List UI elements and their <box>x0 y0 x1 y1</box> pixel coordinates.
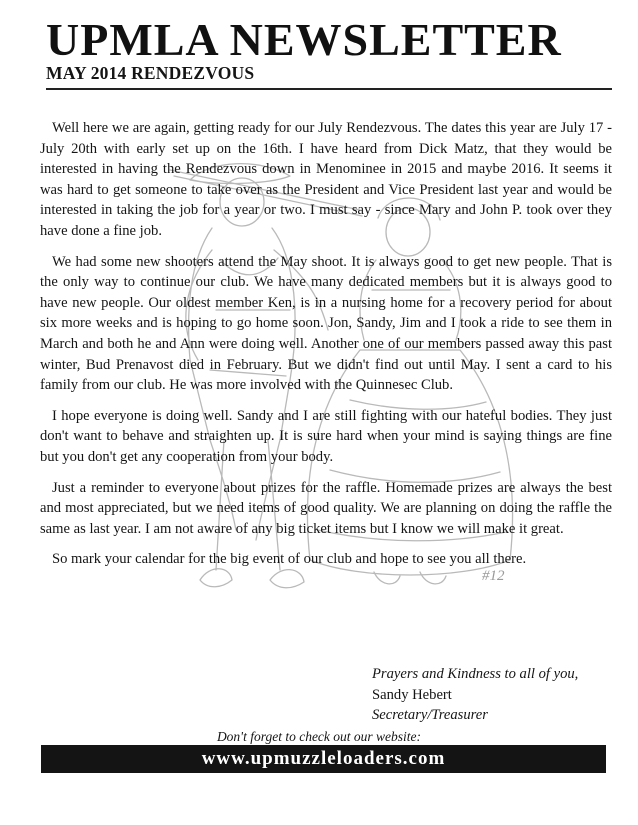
header-rule <box>46 88 612 90</box>
author-role: Secretary/Treasurer <box>372 707 488 723</box>
paragraph: Well here we are again, getting ready for our July Rendezvous. The dates this year are July 17 - July 20th with early set up on the 16th. I have heard from Dick Matz, that they would be interested in having the Rendezvous down in Menominee in 2015 and maybe 2016. It seems it was hard to get someone to take over as the President and Vice President last year and would be interested in taking the job for a year or two. I must say - since Mary and John P. took over they have done a fine job. <box>40 120 612 239</box>
author-name: Sandy Hebert <box>372 686 452 703</box>
artist-signature: #12 <box>482 568 505 584</box>
website-banner <box>41 745 606 773</box>
website-reminder-text: Don't forget to check out our website: <box>216 729 422 744</box>
website-link[interactable]: www.upmuzzleloaders.com <box>201 748 446 769</box>
letter-closing <box>372 664 578 726</box>
paragraph: So mark your calendar for the big event of our club and hope to see you all there. <box>52 551 527 568</box>
newsletter-title: UPMLA NEWSLETTER <box>46 14 562 65</box>
paragraph: Just a reminder to everyone about prizes for the raffle. Homemade prizes are always the best and most appreciated, but we need items of good quality. We are planning on doing the raffle the same as last year. I am not aware of any big ticket items but I know we will make it great. <box>40 479 612 537</box>
paragraph: I hope everyone is doing well. Sandy and I are still fighting with our hateful bodies. They just don't want to behave and straighten up. It is sure hard when your mind is saying things are fine but you don't get any cooperation from your body. <box>40 407 612 465</box>
website-reminder <box>0 729 638 745</box>
closing-salutation: Prayers and Kindness to all of you, <box>372 666 579 682</box>
paragraph: We had some new shooters attend the May shoot. It is always good to get new people. That is the only way to continue our club. We have many dedicated members but it is always good to have new people. Our oldest member Ken, is in a nursing home for a recovery period for about six more weeks and is hoping to go home soon. Jon, Sandy, Jim and I took a ride to see them in March and both he and Ann were doing well. Another one of our members passed away this past winter, Bud Prenavost died in February. But we didn't find out until May. I sent a card to his family from our club. He was more involved with the Quinnesec Club. <box>40 253 612 394</box>
letter-body <box>40 118 612 580</box>
newsletter-subtitle: MAY 2014 RENDEZVOUS <box>46 63 255 83</box>
